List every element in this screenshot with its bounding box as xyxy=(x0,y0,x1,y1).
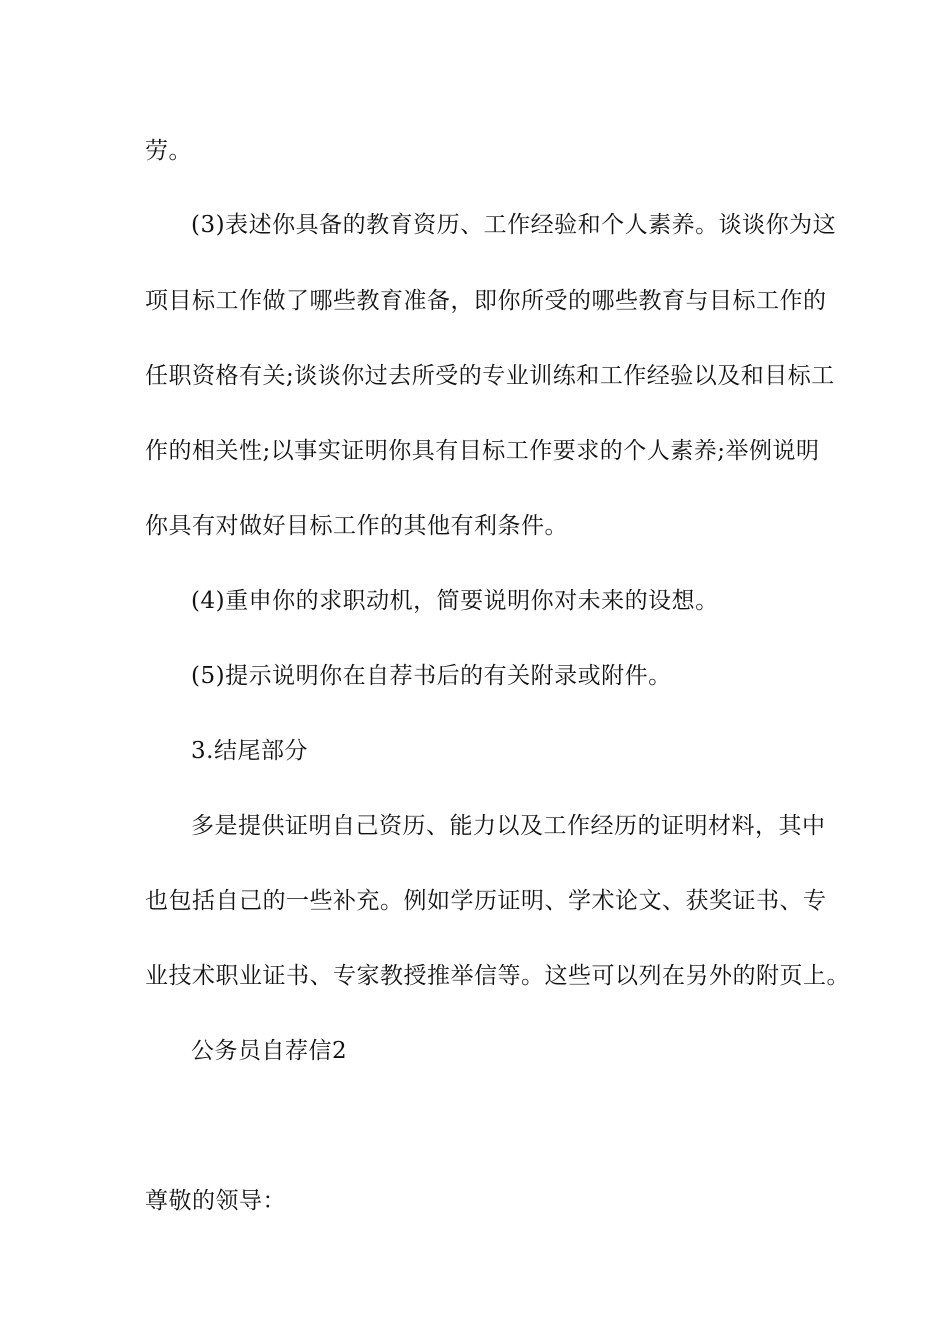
paragraph-line: 劳。 xyxy=(145,138,192,164)
paragraph-line: (3)表述你具备的教育资历、工作经验和个人素养。谈谈你为这 xyxy=(191,212,837,238)
paragraph-line: 多是提供证明自己资历、能力以及工作经历的证明材料，其中 xyxy=(191,813,826,839)
paragraph-line: 业技术职业证书、专家教授推举信等。这些可以列在另外的附页上。 xyxy=(145,963,850,989)
paragraph-line: 项目标工作做了哪些教育准备，即你所受的哪些教育与目标工作的 xyxy=(145,288,827,314)
letter-salutation: 尊敬的领导： xyxy=(145,1188,286,1214)
paragraph-line: 作的相关性;以事实证明你具有目标工作要求的个人素养;举例说明 xyxy=(145,438,820,464)
paragraph-line: (4)重申你的求职动机，简要说明你对未来的设想。 xyxy=(191,588,719,614)
letter-title: 公务员自荐信2 xyxy=(191,1038,348,1064)
paragraph-line: 也包括自己的一些补充。例如学历证明、学术论文、获奖证书、专 xyxy=(145,888,827,914)
paragraph-line: 你具有对做好目标工作的其他有利条件。 xyxy=(145,513,568,539)
paragraph-line: (5)提示说明你在自荐书后的有关附录或附件。 xyxy=(191,663,672,689)
section-heading: 3.结尾部分 xyxy=(191,738,308,764)
paragraph-line: 任职资格有关;谈谈你过去所受的专业训练和工作经验以及和目标工 xyxy=(145,363,835,389)
